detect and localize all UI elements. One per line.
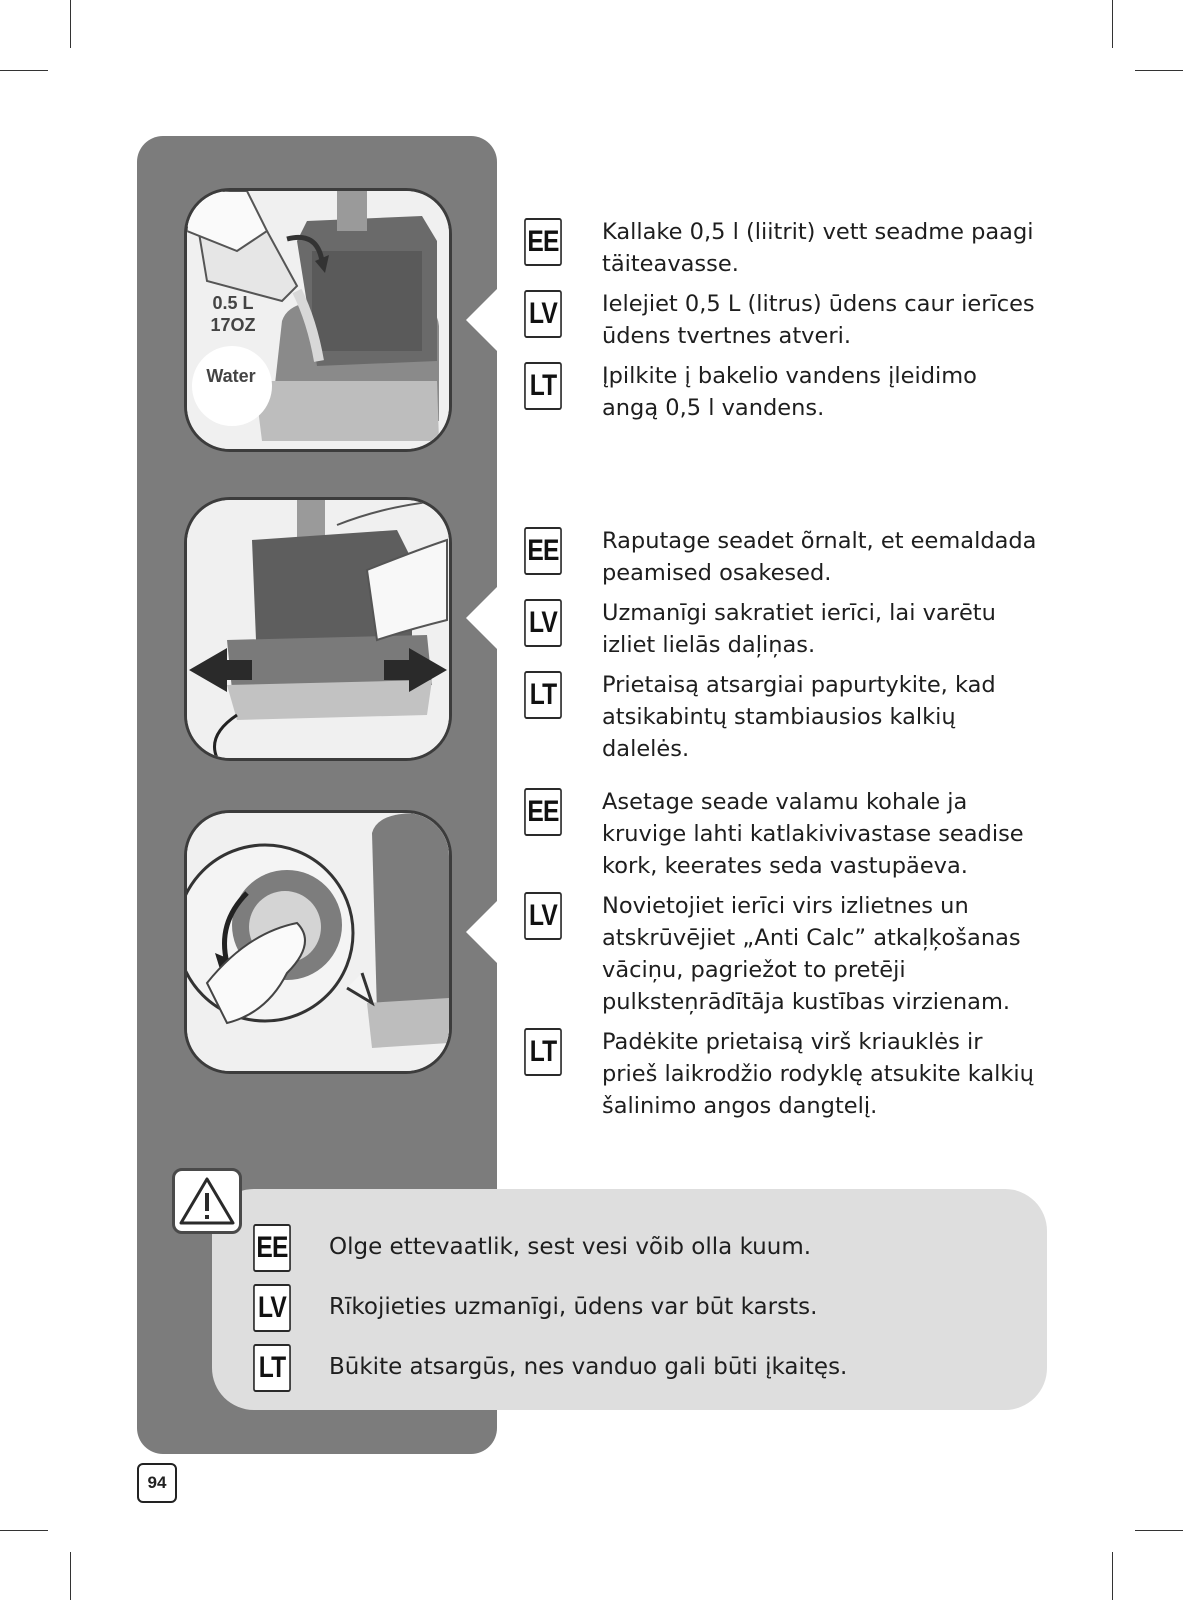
step-3-instructions: [520, 786, 1040, 1130]
volume-label: [208, 292, 258, 336]
warning-row-lv: [249, 1282, 847, 1332]
step-2-row-lv: [520, 597, 1040, 661]
crop-mark: [1135, 70, 1183, 71]
panel-pointer: [466, 288, 498, 352]
step-2-instructions: [520, 525, 1040, 773]
crop-mark: [0, 1530, 48, 1531]
unscrew-cap-drawing: [187, 813, 449, 1071]
step-3-row-lv: [520, 890, 1040, 1018]
crop-mark: [70, 0, 71, 48]
step-3-row-lt: [520, 1026, 1040, 1122]
warning-text: Rīkojieties uzmanīgi, ūdens var būt karsts.: [329, 1294, 818, 1320]
warning-text: Būkite atsargūs, nes vanduo gali būti įkaitęs.: [329, 1354, 848, 1380]
crop-mark: [70, 1552, 71, 1600]
crop-mark: [1112, 1552, 1113, 1600]
crop-mark: [0, 70, 48, 71]
step-2-row-lt: [520, 669, 1040, 765]
step-1-instructions: [520, 216, 1040, 432]
illustration-shake-device: [184, 497, 452, 761]
lang-badge-lv: LV: [524, 290, 562, 338]
crop-mark: [1135, 1530, 1183, 1531]
lang-badge-lv: LV: [524, 599, 562, 647]
step-2-row-ee: [520, 525, 1040, 589]
instruction-text: Įpilkite į bakelio vandens įleidimo angą 0,5 l vandens.: [602, 363, 977, 421]
warning-row-ee: [249, 1222, 847, 1272]
warning-row-lt: [249, 1342, 847, 1392]
step-3-row-ee: [520, 786, 1040, 882]
instruction-text: Asetage seade valamu kohale ja kruvige lahti katlakivivastase seadise kork, keerates seda vastupäeva.: [602, 789, 1024, 879]
water-label: Water: [206, 366, 256, 386]
page-number: 94: [137, 1463, 177, 1503]
lang-badge-lt: LT: [253, 1344, 291, 1392]
instruction-text: Ielejiet 0,5 L (litrus) ūdens caur ierīces ūdens tvertnes atveri.: [602, 291, 1035, 349]
lang-badge-lt: LT: [524, 671, 562, 719]
warning-rows: [249, 1222, 847, 1402]
instruction-text: Uzmanīgi sakratiet ierīci, lai varētu izliet lielās daļiņas.: [602, 600, 996, 658]
warning-triangle-icon: [172, 1168, 242, 1234]
instruction-text: Raputage seadet õrnalt, et eemaldada peamised osakesed.: [602, 528, 1037, 586]
step-1-row-lt: [520, 360, 1040, 424]
crop-mark: [1112, 0, 1113, 48]
lang-badge-ee: EE: [524, 527, 562, 575]
warning-text: Olge ettevaatlik, sest vesi võib olla kuum.: [329, 1234, 812, 1260]
lang-badge-lv: LV: [524, 892, 562, 940]
lang-badge-lt: LT: [524, 362, 562, 410]
panel-pointer: [466, 586, 498, 650]
lang-badge-ee: EE: [524, 218, 562, 266]
instruction-text: Padėkite prietaisą virš kriauklės ir prieš laikrodžio rodyklę atsukite kalkių šalinimo angos dangtelį.: [602, 1029, 1034, 1119]
lang-badge-lt: LT: [524, 1028, 562, 1076]
step-1-row-lv: [520, 288, 1040, 352]
panel-pointer: [466, 900, 498, 964]
lang-badge-lv: LV: [253, 1284, 291, 1332]
volume-liters: 0.5 L: [212, 293, 254, 313]
instruction-text: Novietojiet ierīci virs izlietnes un atskrūvējiet „Anti Calc” atkaļķošanas vāciņu, pagriežot to pretēji pulksteņrādītāja kustības virzienam.: [602, 893, 1021, 1015]
illustration-unscrew-cap: [184, 810, 452, 1074]
lang-badge-ee: EE: [524, 788, 562, 836]
step-1-row-ee: [520, 216, 1040, 280]
lang-badge-ee: EE: [253, 1224, 291, 1272]
instruction-text: Prietaisą atsargiai papurtykite, kad atsikabintų stambiausios kalkių dalelės.: [602, 672, 996, 762]
instruction-text: Kallake 0,5 l (liitrit) vett seadme paagi täiteavasse.: [602, 219, 1034, 277]
shake-device-drawing: [187, 500, 449, 758]
volume-ounces: 17OZ: [210, 315, 256, 335]
